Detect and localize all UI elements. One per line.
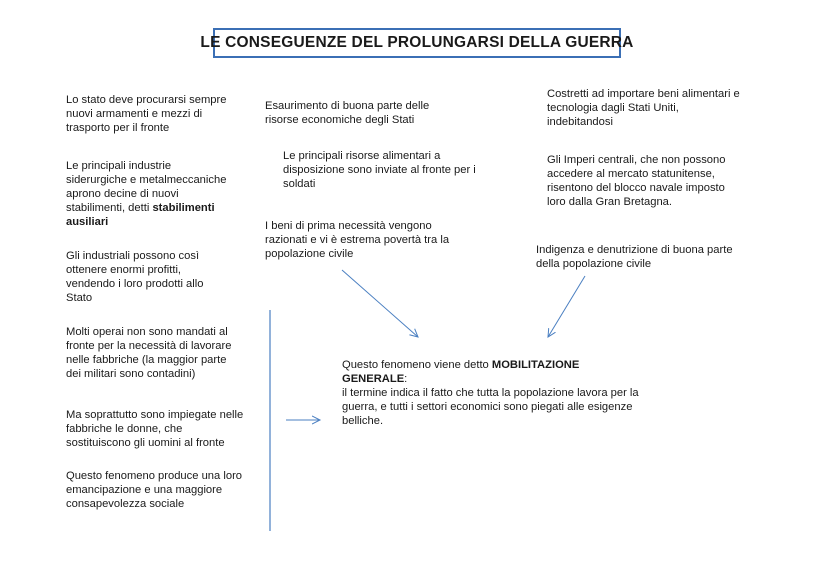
left-block-industries-bold: stabilimenti ausiliari bbox=[66, 202, 215, 228]
left-block-women: Ma soprattutto sono impiegate nelle fabbriche le donne, che sostituiscono gli uomini al fronte bbox=[66, 409, 244, 449]
middle-block-food: Le principali risorse alimentari a disposizione sono inviate al fronte per i soldati bbox=[283, 150, 476, 190]
middle-block-resources: Esaurimento di buona parte delle risorse economiche degli Stati bbox=[265, 100, 430, 126]
left-block-workers: Molti operai non sono mandati al fronte per la necessità di lavorare nelle fabbriche (la maggior parte dei militari sono contadini) bbox=[66, 326, 232, 380]
conclusion-prefix: Questo fenomeno viene detto bbox=[342, 359, 492, 371]
conclusion-body: il termine indica il fatto che tutta la popolazione lavora per la guerra, e tutti i settori economici sono piegati alle esigenze belliche. bbox=[342, 387, 639, 427]
left-block-armaments: Lo stato deve procurarsi sempre nuovi armamenti e mezzi di trasporto per il fronte bbox=[66, 94, 227, 134]
right-block-blockade: Gli Imperi centrali, che non possono accedere al mercato statunitense, risentono del blocco navale imposto loro dalla Gran Bretagna. bbox=[547, 154, 726, 208]
arrow-right-to-conclusion bbox=[548, 276, 585, 337]
conclusion-term: MOBILITAZIONE GENERALE bbox=[342, 359, 580, 385]
conclusion-colon: : bbox=[404, 373, 408, 385]
right-block-imports: Costretti ad importare beni alimentari e tecnologia dagli Stati Uniti, indebitandosi bbox=[547, 88, 740, 128]
right-block-indigence: Indigenza e denutrizione di buona parte della popolazione civile bbox=[536, 244, 733, 270]
page-title: LE CONSEGUENZE DEL PROLUNGARSI DELLA GUERRA bbox=[200, 34, 634, 51]
left-block-profits: Gli industriali possono così ottenere enormi profitti, vendendo i loro prodotti allo Stato bbox=[66, 250, 204, 304]
left-block-emancipation: Questo fenomeno produce una loro emancipazione e una maggiore consapevolezza sociale bbox=[66, 470, 243, 510]
left-block-industries-text: Le principali industrie siderurgiche e metalmeccaniche aprono decine di nuovi stabilimenti, detti bbox=[66, 160, 227, 214]
arrow-middle-to-conclusion bbox=[342, 270, 418, 337]
middle-block-rationing: I beni di prima necessità vengono razionati e vi è estrema povertà tra la popolazione civile bbox=[265, 220, 450, 260]
